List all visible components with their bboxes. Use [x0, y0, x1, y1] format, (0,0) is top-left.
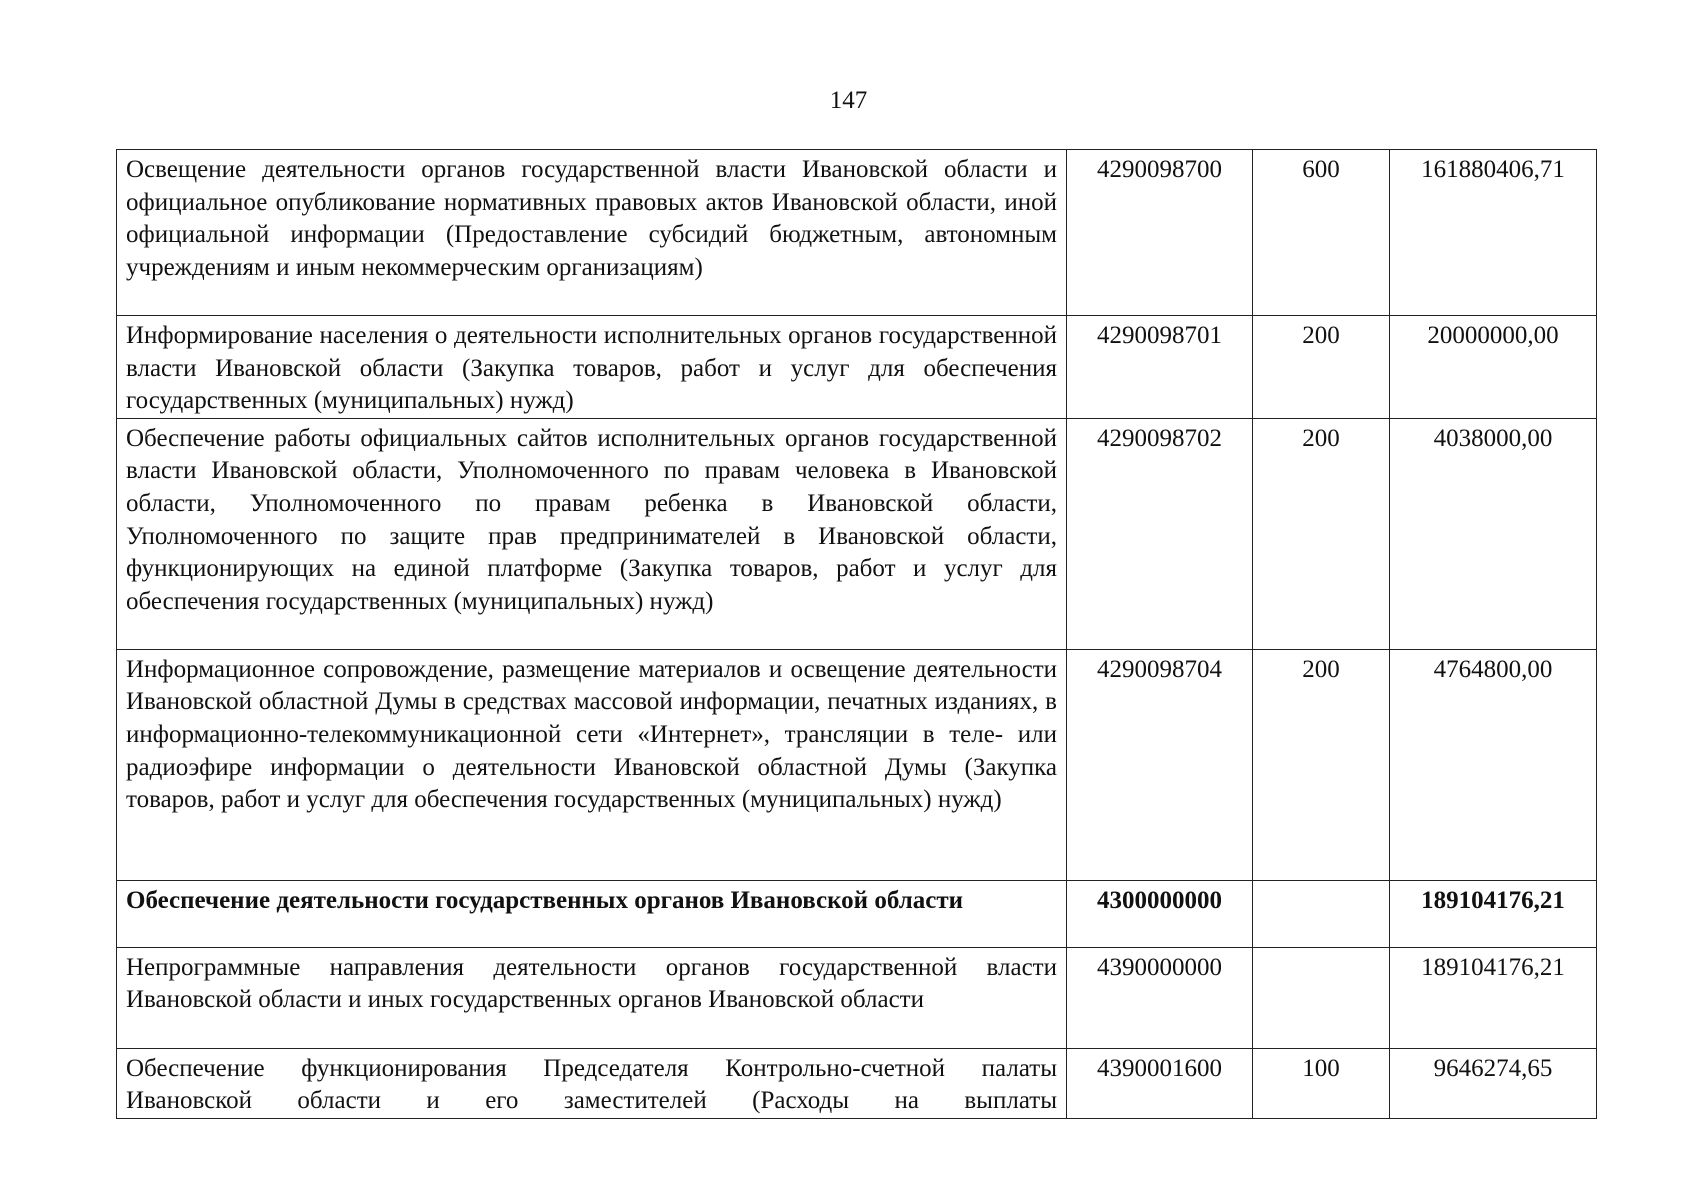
row-description: Обеспечение функционирования Председателя Контрольно-счетной палаты Ивановской области и его заместителей (Расходы на выплаты — [117, 1048, 1067, 1118]
row-description: Обеспечение работы официальных сайтов исполнительных органов государственной власти Ивановской области, Уполномоченного по правам человека в Ивановской области, Уполномоченного по правам ребенка в Ивановской области, Уполномоченного по защите прав предпринимателей в Ивановской области, функционирующих на единой платформе (Закупка товаров, работ и услуг для обеспечения государственных (муниципальных) нужд) — [117, 418, 1067, 649]
row-expense-type — [1253, 880, 1390, 947]
row-code: 4390001600 — [1067, 1048, 1253, 1118]
row-expense-type: 200 — [1253, 649, 1390, 880]
table-row — [117, 1048, 1597, 1118]
row-amount: 161880406,71 — [1390, 150, 1597, 316]
table-row — [117, 880, 1597, 947]
row-code: 4290098701 — [1067, 316, 1253, 419]
row-expense-type — [1253, 947, 1390, 1048]
row-code: 4290098700 — [1067, 150, 1253, 316]
row-code: 4300000000 — [1067, 880, 1253, 947]
row-amount: 20000000,00 — [1390, 316, 1597, 419]
row-expense-type: 600 — [1253, 150, 1390, 316]
row-description: Информирование населения о деятельности исполнительных органов государственной власти Ивановской области (Закупка товаров, работ и услуг для обеспечения государственных (муниципальных) нужд) — [117, 316, 1067, 419]
table-row — [117, 316, 1597, 419]
row-expense-type: 200 — [1253, 418, 1390, 649]
row-code: 4290098704 — [1067, 649, 1253, 880]
row-amount: 4764800,00 — [1390, 649, 1597, 880]
row-expense-type: 200 — [1253, 316, 1390, 419]
row-description: Непрограммные направления деятельности органов государственной власти Ивановской области и иных государственных органов Ивановской области — [117, 947, 1067, 1048]
row-expense-type: 100 — [1253, 1048, 1390, 1118]
budget-table — [116, 149, 1597, 1119]
table-row — [117, 418, 1597, 649]
row-description: Информационное сопровождение, размещение материалов и освещение деятельности Ивановской областной Думы в средствах массовой информации, печатных изданиях, в информационно-телекоммуникационной сети «Интернет», трансляции в теле- или радиоэфире информации о деятельности Ивановской областной Думы (Закупка товаров, работ и услуг для обеспечения государственных (муниципальных) нужд) — [117, 649, 1067, 880]
page-number: 147 — [829, 87, 868, 114]
row-amount: 189104176,21 — [1390, 947, 1597, 1048]
table-row — [117, 150, 1597, 316]
row-code: 4390000000 — [1067, 947, 1253, 1048]
row-amount: 189104176,21 — [1390, 880, 1597, 947]
row-amount: 9646274,65 — [1390, 1048, 1597, 1118]
row-description: Обеспечение деятельности государственных органов Ивановской области — [117, 880, 1067, 947]
row-amount: 4038000,00 — [1390, 418, 1597, 649]
table-row — [117, 649, 1597, 880]
row-description: Освещение деятельности органов государственной власти Ивановской области и официальное опубликование нормативных правовых актов Ивановской области, иной официальной информации (Предоставление субсидий бюджетным, автономным учреждениям и иным некоммерческим организациям) — [117, 150, 1067, 316]
row-code: 4290098702 — [1067, 418, 1253, 649]
table-row — [117, 947, 1597, 1048]
